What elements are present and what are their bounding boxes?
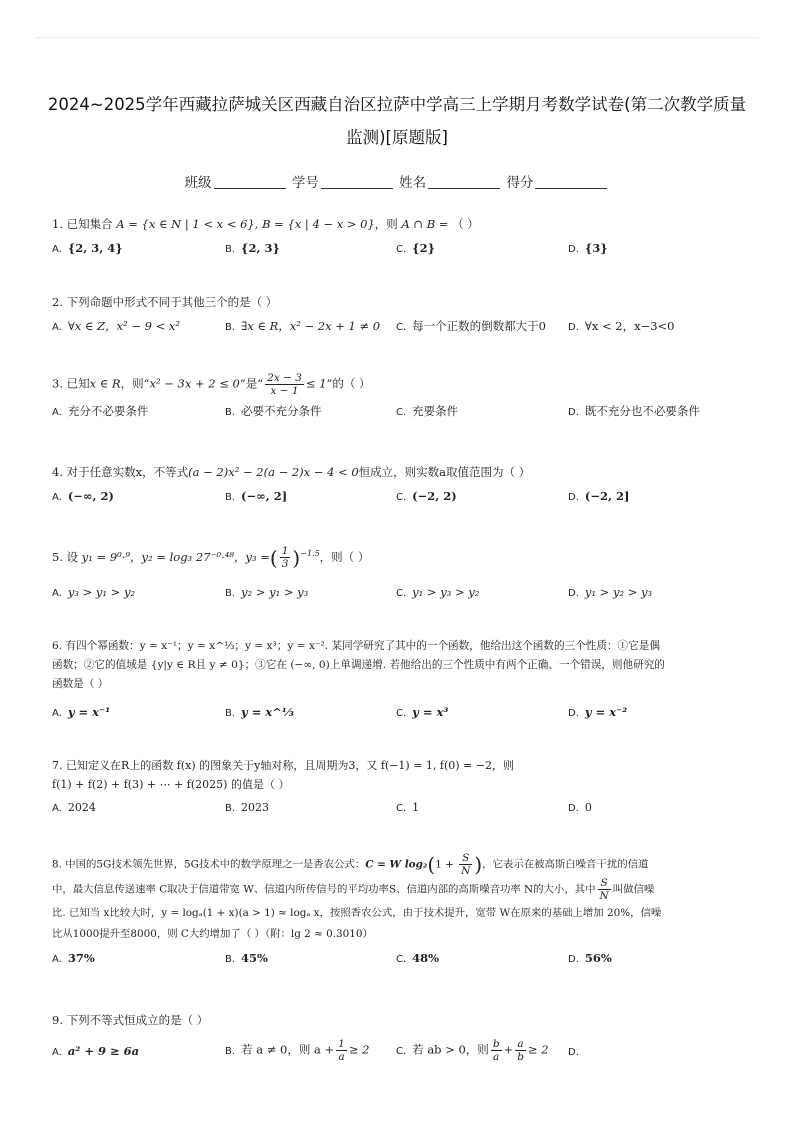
score-blank[interactable] [535, 176, 607, 189]
option-a[interactable]: A. 37% [52, 951, 95, 965]
fraction: $\frac{2x - 3}{x - 1}$ [267, 372, 302, 397]
question-stem: 5. 设 y₁ = 9⁰·⁹，y₂ = log₃ 27⁻⁰·⁴⁸，y₃ =( $\frac{1}{3}$ )$^{-1.5}$，则（ ） [52, 545, 370, 571]
option-b[interactable]: B. 若 a ≠ 0，则 a + $\frac{1}{a}$ ≥ 2 [225, 1038, 370, 1063]
option-d[interactable]: D. (−2, 2] [568, 489, 630, 503]
fraction: $\frac{1}{a}$ [338, 1038, 345, 1063]
option-d[interactable]: D. 0 [568, 801, 592, 814]
question-stem: 7. 已知定义在R上的函数 f(x) 的图象关于y轴对称，且周期为3，又 f(−1) = 1, f(0) = −2，则 f(1) + f(2) + f(3) + ⋯ + f(2025) 的值是（ ） [52, 759, 514, 791]
page-top-rule [36, 37, 758, 38]
fraction: $\frac{1}{3}$ [281, 545, 289, 571]
option-a[interactable]: A. 充分不必要条件 [52, 404, 149, 418]
option-b[interactable]: B. y = x^⅓ [225, 705, 294, 719]
fraction: $\frac{b}{a}$ [492, 1038, 500, 1063]
question-stem: 2. 下列命题中形式不同于其他三个的是（ ） [52, 295, 278, 309]
question-9 [52, 1010, 752, 1064]
option-a[interactable]: A. 2024 [52, 801, 96, 814]
option-c[interactable]: C. y = x³ [396, 705, 449, 719]
question-stem: 4. 对于任意实数x，不等式(a − 2)x² − 2(a − 2)x − 4 < 0恒成立，则实数a取值范围为（ ） [52, 465, 531, 479]
question-stem: 8. 中国的5G技术领先世界，5G技术中的数学原理之一是香农公式：C = W log₂(1 + $\frac{S}{N}$ )，它表示在被高斯白噪音干扰的信道 中，最大信息传送速率 C取决于信道带宽 W、信道内所传信号的平均功率S、信道内部的高斯噪音功率 N的大小，其中 $\frac{S}{N}$ 叫做信噪 比. 已知当 x比较大时，y = logₐ(1 + x)(a > 1) ≈ logₐ x，按照香农公式，由于技术提升，宽带 W在原来的基础上增加 20%，信噪 比从1000提升至8000，则 C大约增加了（ ）（附：lg 2 ≈ 0.3010） [52, 852, 662, 940]
paper-title: 2024~2025学年西藏拉萨城关区西藏自治区拉萨中学高三上学期月考数学试卷(第二次教学质量监测)[原题版] [47, 95, 747, 147]
name-blank[interactable] [428, 176, 500, 189]
option-d[interactable]: D. {3} [568, 241, 608, 255]
question-stem: 3. 已知x ∈ R，则“x² − 3x + 2 ≤ 0”是“ $\frac{2x - 3}{x - 1}$ ≤ 1”的（ ） [52, 372, 371, 397]
option-b[interactable]: B. (−∞, 2] [225, 489, 288, 503]
class-label: 班级 [184, 175, 212, 191]
option-b[interactable]: B. 必要不充分条件 [225, 404, 322, 418]
option-c[interactable]: C. (−2, 2) [396, 489, 457, 503]
fraction: $\frac{a}{b}$ [517, 1038, 524, 1063]
fraction: $\frac{S}{N}$ [599, 877, 609, 902]
option-c[interactable]: C. 48% [396, 951, 440, 965]
option-a[interactable]: A. (−∞, 2) [52, 489, 114, 503]
option-c[interactable]: C. 若 ab > 0，则 $\frac{b}{a}$ + $\frac{a}{b}$ ≥ 2 [396, 1038, 549, 1063]
class-blank[interactable] [214, 176, 286, 189]
id-label: 学号 [291, 175, 319, 191]
question-1 [52, 214, 752, 258]
question-stem: 6. 有四个幂函数：y = x⁻¹；y = x^⅓；y = x³；y = x⁻². 某同学研究了其中的一个函数，他给出这个函数的三个性质：①它是偶 函数；②它的值域是 {y|y ∈ R且 y ≠ 0}；③它在 (−∞, 0)上单调递增. 若他给出的三个性质中有两个正确、一个错误，则他研究的 函数是（ ） [52, 640, 665, 690]
option-c[interactable]: C. {2} [396, 241, 435, 255]
option-d[interactable]: D. y₁ > y₂ > y₃ [568, 585, 653, 600]
option-b[interactable]: B. {2, 3} [225, 241, 280, 255]
fraction: $\frac{S}{N}$ [461, 852, 471, 877]
question-3 [52, 372, 752, 421]
option-c[interactable]: C. y₁ > y₃ > y₂ [396, 585, 480, 600]
student-info-row [0, 171, 794, 191]
option-c[interactable]: C. 每一个正数的倒数都大于0 [396, 319, 546, 333]
option-b[interactable]: B. ∃x ∈ R，x² − 2x + 1 ≠ 0 [225, 319, 381, 333]
option-d[interactable]: D. ∀x < 2，x−3<0 [568, 319, 675, 333]
question-stem: 9. 下列不等式恒成立的是（ ） [52, 1013, 209, 1027]
question-2 [52, 292, 752, 336]
question-8 [52, 852, 752, 968]
option-a[interactable]: A. ∀x ∈ Z，x² − 9 < x² [52, 319, 180, 333]
question-4 [52, 462, 752, 506]
option-d[interactable]: D. y = x⁻² [568, 705, 628, 719]
id-blank[interactable] [321, 176, 393, 189]
option-b[interactable]: B. y₂ > y₁ > y₃ [225, 585, 309, 600]
question-5 [52, 544, 752, 602]
option-c[interactable]: C. 1 [396, 801, 420, 814]
question-6 [52, 637, 752, 722]
option-b[interactable]: B. 2023 [225, 801, 270, 814]
option-d[interactable]: D. 既不充分也不必要条件 [568, 404, 700, 418]
option-a[interactable]: A. a² + 9 ≥ 6a [52, 1044, 140, 1058]
question-stem: 1. 已知集合 A = {x ∈ N | 1 < x < 6}, B = {x | 4 − x > 0}，则 A ∩ B = （ ） [52, 217, 479, 231]
option-d[interactable]: D. 56% [568, 951, 612, 965]
option-a[interactable]: A. y = x⁻¹ [52, 705, 111, 719]
option-a[interactable]: A. y₃ > y₁ > y₂ [52, 585, 136, 600]
option-c[interactable]: C. 充要条件 [396, 404, 459, 418]
option-b[interactable]: B. 45% [225, 951, 268, 965]
question-7 [52, 756, 752, 818]
option-a[interactable]: A. {2, 3, 4} [52, 241, 123, 255]
score-label: 得分 [506, 175, 534, 191]
option-d[interactable]: D. [568, 1047, 579, 1058]
name-label: 姓名 [399, 175, 427, 191]
